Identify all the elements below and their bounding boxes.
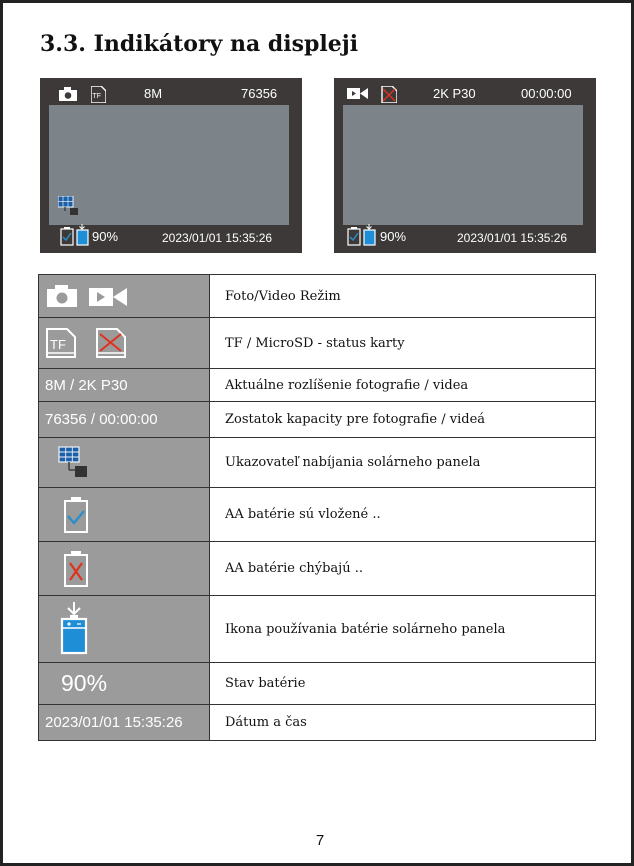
video-mode-screen [334,78,596,253]
legend-desc: Stav batérie [210,663,596,705]
legend-desc: AA batérie sú vložené .. [210,488,596,542]
legend-row-battery-level [39,663,596,705]
svg-text:TF: TF [50,337,66,352]
datetime-readout: 2023/01/01 15:35:26 [162,231,273,245]
battery-level-readout: 90% [380,229,407,244]
legend-key-icons [39,488,210,542]
remaining-time-readout: 00:00:00 [521,86,572,101]
legend-row-solar-battery [39,596,596,663]
legend-row-card [39,318,596,369]
legend-desc: Aktuálne rozlíšenie fotografie / videa [210,369,596,402]
camera-icon [59,87,77,101]
legend-key-icons [39,438,210,488]
legend-desc: Foto/Video Režim [210,275,596,318]
legend-key: 8M / 2K P30 [39,369,210,402]
no-card-icon [97,329,125,357]
resolution-readout: 2K P30 [433,86,476,101]
remaining-shots-readout: 76356 [241,86,278,101]
photo-mode-screen [40,78,302,253]
legend-key-icons [39,542,210,596]
legend-key-icons [39,318,210,369]
legend-key-icons [39,596,210,663]
video-camera-icon [89,288,127,306]
section-title: 3.3. Indikátory na displeji [40,31,359,57]
legend-key: 76356 / 00:00:00 [39,402,210,438]
legend-key: 2023/01/01 15:35:26 [39,705,210,741]
battery-status-icons [347,224,379,246]
legend-desc: Dátum a čas [210,705,596,741]
legend-key-icons [39,275,210,318]
solar-charging-icon [57,445,97,481]
battery-check-icon [62,495,92,535]
svg-text:TF: TF [92,93,102,100]
battery-status-icons [60,224,92,246]
no-card-icon [381,86,397,103]
resolution-readout: 8M [144,86,163,101]
tf-card-icon [47,329,75,357]
legend-row-mode [39,275,596,318]
tf-card-icon [91,86,106,103]
battery-missing-icon [62,549,92,589]
legend-key: 90% [39,663,210,705]
legend-row-batteries-in [39,488,596,542]
video-camera-icon [347,87,368,100]
datetime-readout: 2023/01/01 15:35:26 [457,231,568,245]
legend-row-solar-charging [39,438,596,488]
legend-row-remaining [39,402,596,438]
legend-desc: TF / MicroSD - status karty [210,318,596,369]
legend-desc: Ukazovateľ nabíjania solárneho panela [210,438,596,488]
legend-row-batteries-missing [39,542,596,596]
legend-desc: Ikona používania batérie solárneho panela [210,596,596,663]
camera-viewfinder [49,105,289,225]
solar-charging-icon [58,196,80,216]
legend-row-datetime [39,705,596,741]
legend-row-resolution [39,369,596,402]
camera-viewfinder [343,105,583,225]
legend-desc: AA batérie chýbajú .. [210,542,596,596]
legend-desc: Zostatok kapacity pre fotografie / videá [210,402,596,438]
indicator-legend-table [38,274,596,741]
battery-level-readout: 90% [92,229,119,244]
page-number: 7 [315,832,325,849]
solar-battery-icon [59,601,93,657]
camera-icon [47,285,77,307]
